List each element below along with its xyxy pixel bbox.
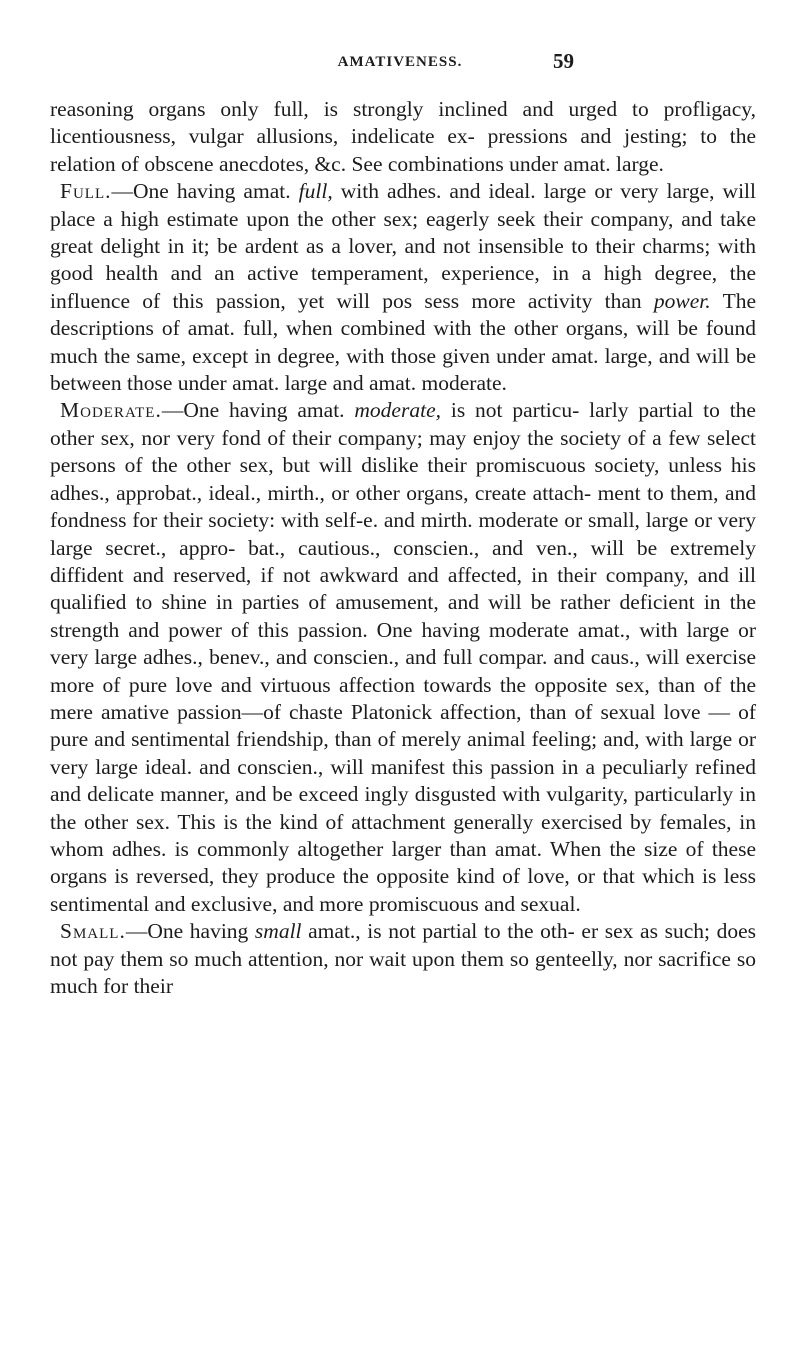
heading-moderate: Moderate.	[60, 398, 162, 423]
heading-small: Small.	[60, 919, 126, 944]
running-head-title: AMATIVENESS.	[337, 54, 463, 70]
body-text	[50, 96, 756, 1000]
page-number: 59	[553, 49, 574, 73]
paragraph-moderate: Moderate.—One having amat. moderate, is not particu- larly partial to the other sex, nor very fond of their company; may enjoy the society of a few select persons of the other sex, but will dislike their promiscuous society, unless his adhes., approbat., ideal., mirth., or other organs, create attach- ment to them, and fondness for their society: with self-e. and mirth. moderate or small, large or very large secret., appro- bat., cautious., conscien., and ven., will be extremely diffident and reserved, if not awkward and affected, in their company, and ill qualified to shine in parties of amusement, and will be rather deficient in the strength and power of this passion. One having moderate amat., with large or very large adhes., benev., and conscien., and full compar. and caus., will exercise more of pure love and virtuous affection towards the opposite sex, than of the mere amative passion—of chaste Platonick affection, than of sexual love — of pure and sentimental friendship, than of merely animal feeling; and, with large or very large ideal. and conscien., will manifest this passion in a peculiarly refined and delicate manner, and be exceed ingly disgusted with vulgarity, particularly in the other sex. This is the kind of attachment generally exercised by females, in whom adhes. is commonly altogether larger than amat. When the size of these organs is reversed, they produce the opposite kind of love, or that which is less sentimental and exclusive, and more promiscuous and sexual.	[50, 398, 756, 916]
heading-full: Full.	[60, 179, 112, 204]
paragraph-small: Small.—One having small amat., is not partial to the oth- er sex as such; does not pay them so much attention, nor wait upon them so genteelly, nor sacrifice so much for their	[50, 919, 756, 998]
paragraph-full: Full.—One having amat. full, with adhes. and ideal. large or very large, will place a high estimate upon the other sex; eagerly seek their company, and take great delight in it; be ardent as a lover, and not insensible to their charms; with good health and an active temperament, experience, in a high degree, the influence of this passion, yet will pos sess more activity than power. The descriptions of amat. full, when combined with the other organs, will be found much the same, except in degree, with those given under amat. large, and will be between those under amat. large and amat. moderate.	[50, 179, 756, 396]
paragraph-continuation: reasoning organs only full, is strongly inclined and urged to profligacy, licentiousness, vulgar allusions, indelicate ex- pressions and jesting; to the relation of obscene anecdotes, &c. See combinations under amat. large.	[50, 97, 756, 176]
